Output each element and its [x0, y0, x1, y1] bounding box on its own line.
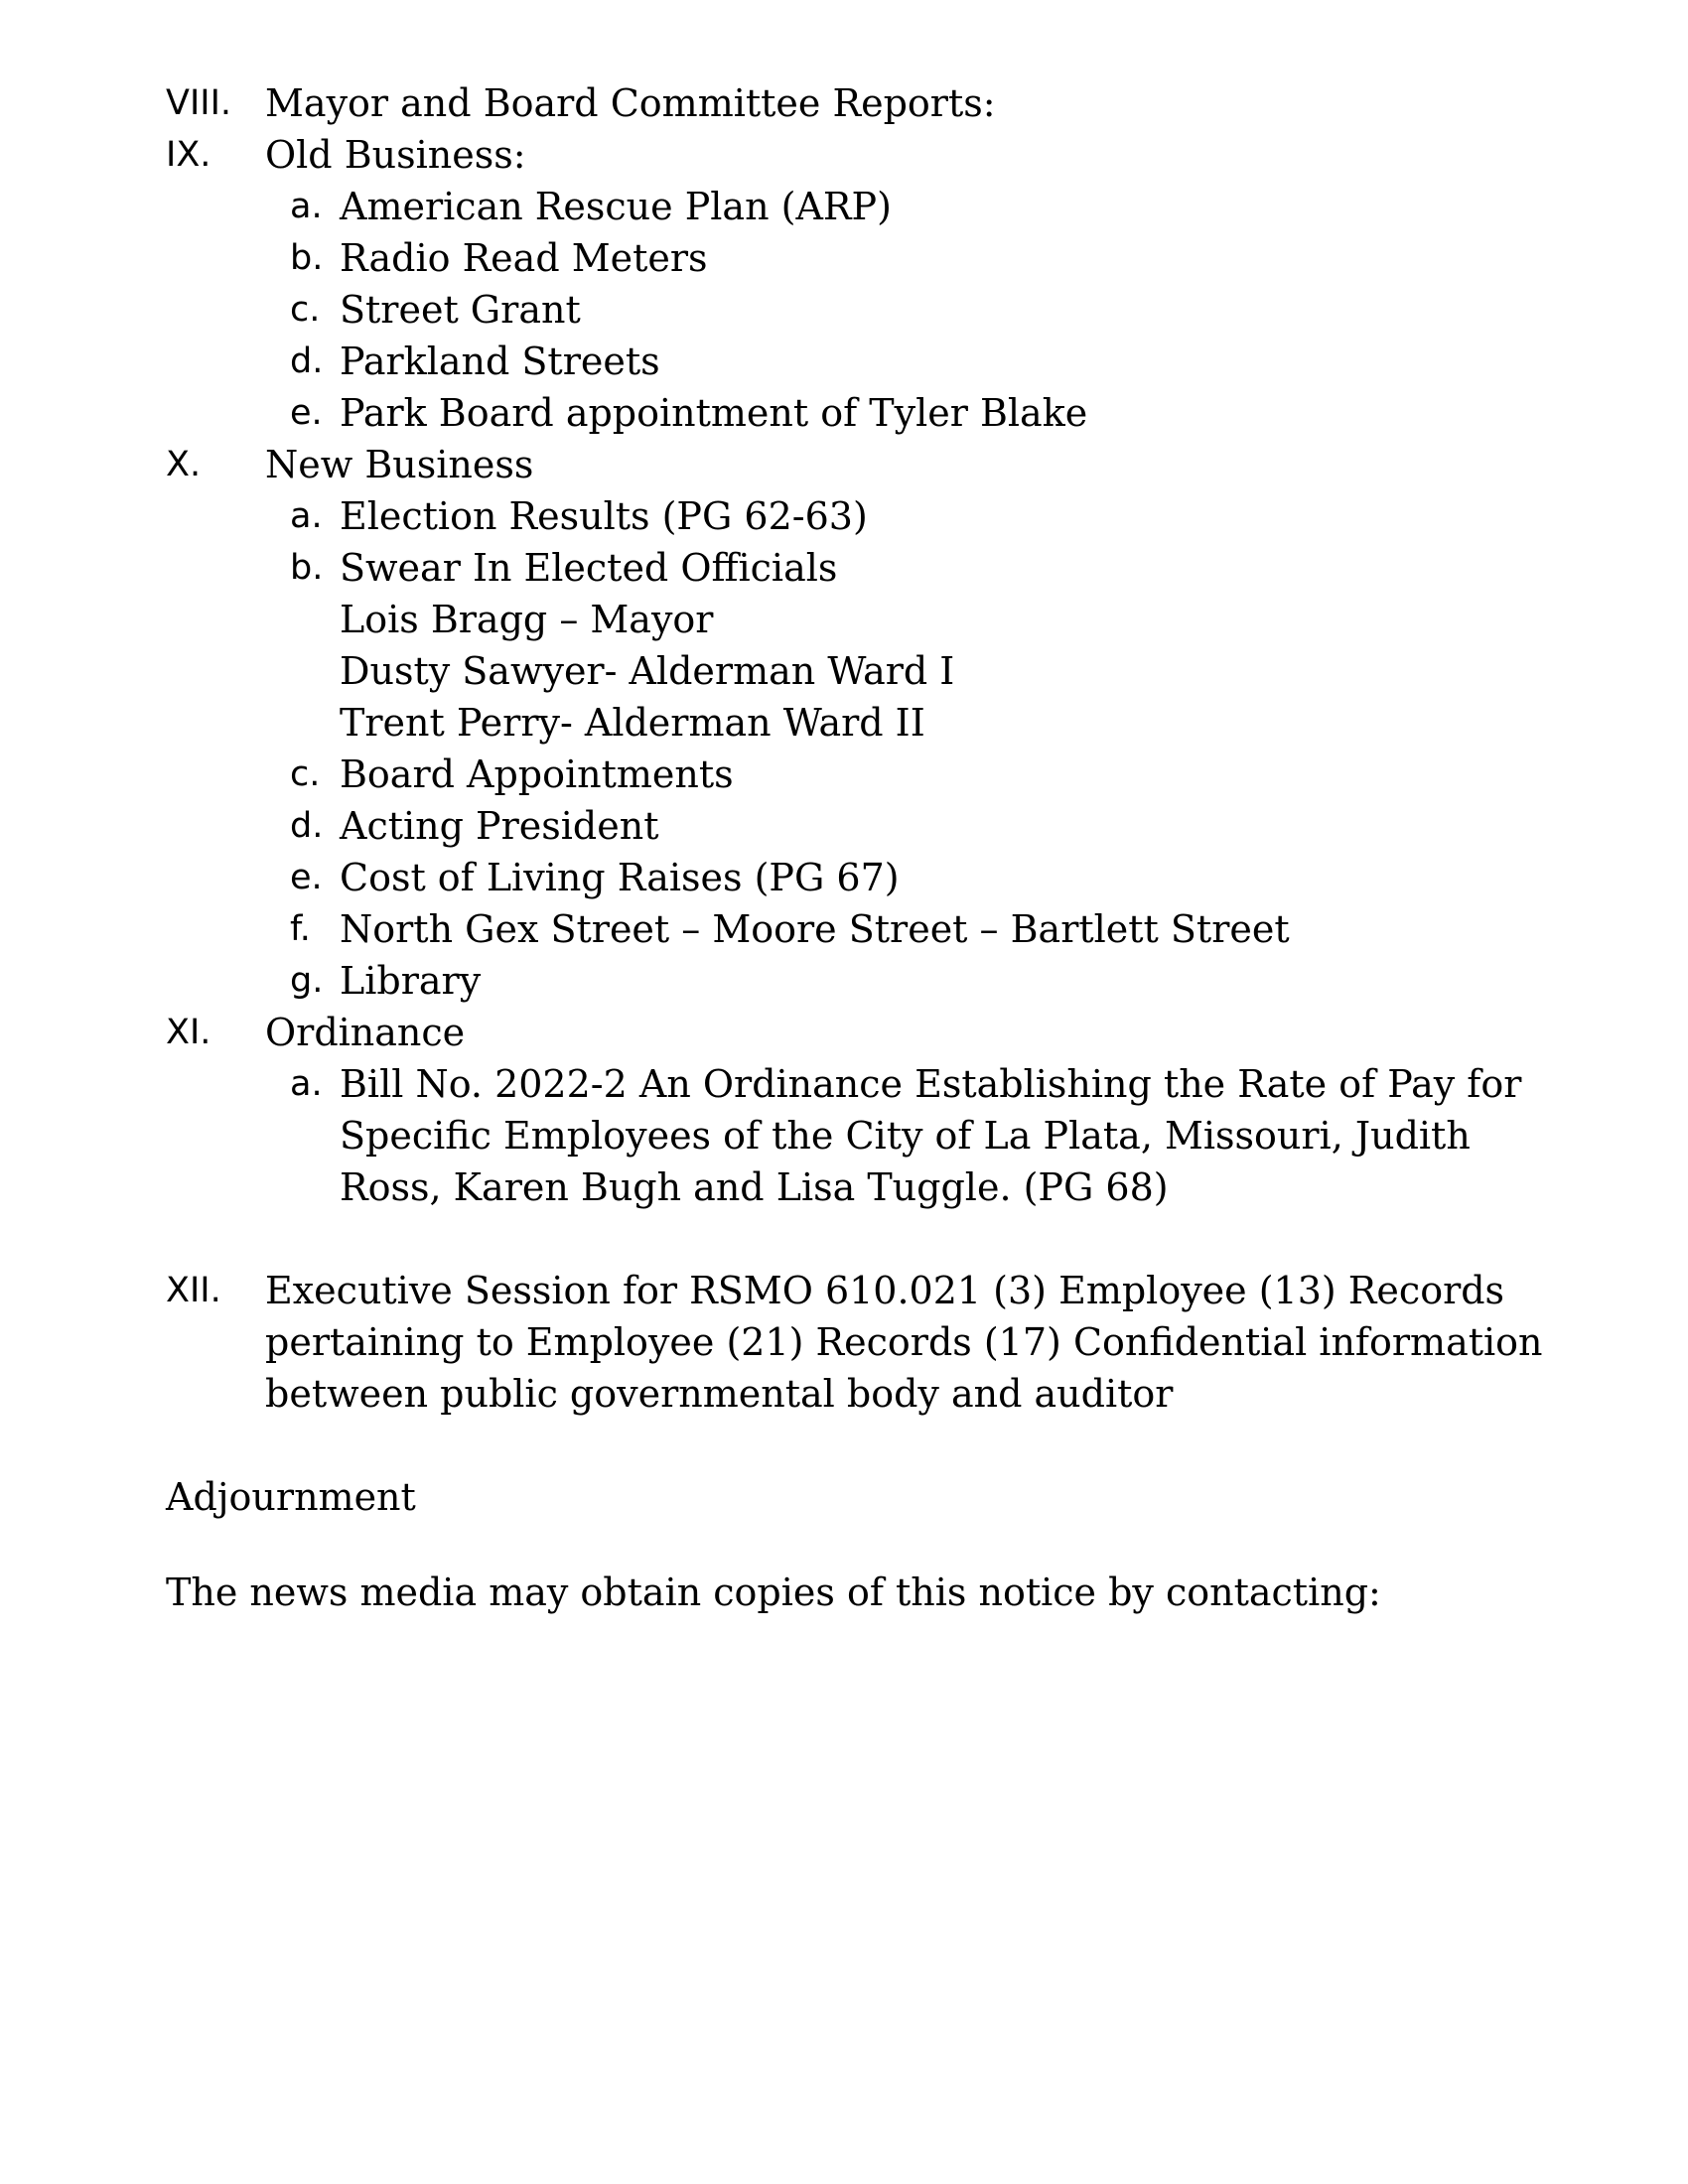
- item-text-group: [340, 542, 1576, 749]
- item-text: Cost of Living Raises (PG 67): [340, 856, 900, 899]
- item-text: Election Results (PG 62-63): [340, 494, 868, 538]
- agenda-section-viii: [166, 77, 1576, 129]
- item-text: Acting President: [340, 804, 659, 848]
- section-numeral: IX.: [166, 135, 211, 175]
- list-item: [290, 800, 1576, 852]
- official-ward-i: Dusty Sawyer- Alderman Ward I: [340, 649, 955, 693]
- item-letter: e.: [290, 393, 323, 433]
- section-title: New Business: [265, 443, 534, 486]
- list-item: [290, 542, 1576, 749]
- list-item: [290, 749, 1576, 800]
- list-item: [290, 284, 1576, 336]
- agenda-section-xii: [166, 1265, 1576, 1420]
- item-letter: f.: [290, 909, 311, 949]
- section-numeral: XII.: [166, 1271, 221, 1310]
- section-title: Mayor and Board Committee Reports:: [265, 81, 996, 125]
- item-text: American Rescue Plan (ARP): [340, 185, 892, 228]
- item-text: Park Board appointment of Tyler Blake: [340, 391, 1088, 435]
- item-letter: c.: [290, 290, 321, 330]
- section-numeral: VIII.: [166, 83, 232, 123]
- item-letter: a.: [290, 1064, 323, 1104]
- list-item: [290, 1058, 1576, 1213]
- official-mayor: Lois Bragg – Mayor: [340, 598, 714, 641]
- item-text: Radio Read Meters: [340, 236, 708, 280]
- item-text: Board Appointments: [340, 752, 734, 796]
- item-letter: a.: [290, 496, 323, 536]
- item-text: Parkland Streets: [340, 340, 660, 383]
- list-item: [290, 955, 1576, 1007]
- item-letter: d.: [290, 341, 324, 381]
- list-item: [290, 336, 1576, 387]
- adjournment: Adjournment: [166, 1475, 416, 1519]
- list-item: [290, 181, 1576, 232]
- item-letter: c.: [290, 754, 321, 794]
- media-notice: The news media may obtain copies of this notice by contacting:: [166, 1570, 1381, 1614]
- agenda-section-x: [166, 439, 1576, 490]
- section-title: Old Business:: [265, 133, 526, 177]
- ordinance-list: [290, 1058, 1576, 1213]
- old-business-list: [290, 181, 1576, 439]
- section-numeral: X.: [166, 445, 202, 484]
- official-ward-ii: Trent Perry- Alderman Ward II: [340, 701, 925, 745]
- list-item: [290, 852, 1576, 903]
- agenda-section-ix: [166, 129, 1576, 181]
- section-numeral: XI.: [166, 1013, 211, 1052]
- item-letter: g.: [290, 961, 324, 1001]
- agenda-section-xi: [166, 1007, 1576, 1058]
- item-letter: e.: [290, 858, 323, 897]
- list-item: [290, 903, 1576, 955]
- item-text: Library: [340, 959, 482, 1003]
- list-item: [290, 232, 1576, 284]
- agenda-page: [166, 77, 1576, 1618]
- item-letter: a.: [290, 187, 323, 226]
- section-title: Executive Session for RSMO 610.021 (3) Employee (13) Records pertaining to Employee (21) Records (17) Confidential information between public governmental body and auditor: [265, 1269, 1543, 1416]
- item-letter: d.: [290, 806, 324, 846]
- item-text: Bill No. 2022-2 An Ordinance Establishing the Rate of Pay for Specific Employees of the City of La Plata, Missouri, Judith Ross, Karen Bugh and Lisa Tuggle. (PG 68): [340, 1062, 1522, 1209]
- item-text: Swear In Elected Officials: [340, 546, 838, 590]
- item-text: Street Grant: [340, 288, 581, 332]
- item-letter: b.: [290, 548, 324, 588]
- list-item: [290, 490, 1576, 542]
- list-item: [290, 387, 1576, 439]
- item-letter: b.: [290, 238, 324, 278]
- new-business-list: [290, 490, 1576, 1007]
- section-title: Ordinance: [265, 1011, 466, 1054]
- item-text: North Gex Street – Moore Street – Bartlett Street: [340, 907, 1290, 951]
